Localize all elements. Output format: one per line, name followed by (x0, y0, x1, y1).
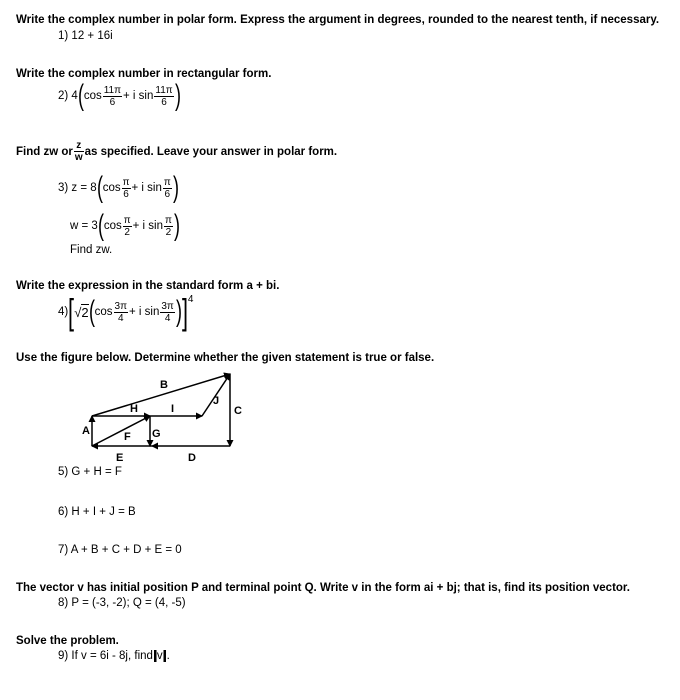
fraction: $\frac{\pi}{6}$ (122, 176, 130, 200)
problem-4: 4) [ √2 ( cos $\frac{3\pi}{4}$ + i sin $\frac{3\pi}{4}$ ) ] 4 (58, 291, 194, 332)
problem-2: 2) 4 ( cos $\frac{11\pi}{6}$ + i sin $\frac{11\pi}{6}$ ) (58, 79, 181, 112)
fraction: $\frac{\pi}{2}$ (123, 214, 131, 238)
label-C: C (234, 405, 242, 417)
exponent: 4 (187, 294, 194, 305)
fraction-z-over-w: $\frac{z}{w}$ (74, 140, 83, 163)
fraction: $\frac{3\pi}{4}$ (161, 300, 174, 324)
vector-figure (70, 368, 260, 468)
label-F: F (124, 431, 131, 443)
norm-v: v (154, 650, 166, 662)
problem-2-label: 2) 4 (58, 90, 78, 102)
instruction-polar-form: Write the complex number in polar form. Express the argument in degrees, rounded to the nearest tenth, if necessary. (16, 14, 660, 26)
label-I: I (171, 403, 175, 415)
instruction-solve: Solve the problem. (16, 635, 119, 647)
fraction: $\frac{3\pi}{4}$ (114, 300, 127, 324)
label-E: E (116, 452, 124, 464)
instruction-standard-form: Write the expression in the standard form a + bi. (16, 280, 280, 292)
fraction: $\frac{11\pi}{6}$ (103, 84, 122, 108)
vector-F (92, 416, 150, 446)
problem-6: 6) H + I + J = B (58, 506, 136, 518)
sqrt-symbol: √2 (74, 304, 89, 320)
problem-8: 8) P = (-3, -2); Q = (4, -5) (58, 597, 186, 609)
problem-3-w: w = 3 ( cos $\frac{\pi}{2}$ + i sin $\frac{\pi}{2}$ ) (70, 209, 180, 242)
instruction-figure: Use the figure below. Determine whether the given statement is true or false. (16, 352, 435, 364)
label-J: J (213, 395, 220, 407)
problem-9: 9) If v = 6i - 8j, find v . (58, 650, 170, 662)
label-D: D (188, 452, 196, 464)
problem-3-z: 3) z = 8 ( cos $\frac{\pi}{6}$ + i sin $\frac{\pi}{6}$ ) (58, 171, 179, 204)
label-H: H (130, 403, 138, 415)
problem-1: 1) 12 + 16i (58, 30, 113, 42)
label-A: A (82, 425, 90, 437)
problem-7: 7) A + B + C + D + E = 0 (58, 544, 182, 556)
fraction: $\frac{\pi}{2}$ (165, 214, 172, 238)
fraction: $\frac{\pi}{6}$ (163, 176, 171, 200)
problem-3-find: Find zw. (70, 244, 113, 256)
label-B: B (160, 379, 168, 391)
problem-5: 5) G + H = F (58, 466, 122, 478)
instruction-rectangular-form: Write the complex number in rectangular form. (16, 68, 272, 80)
fraction: $\frac{11\pi}{6}$ (155, 84, 173, 108)
instruction-find-zw: Find zw or $\frac{z}{w}$ as specified. Leave your answer in polar form. (16, 140, 338, 163)
label-G: G (152, 428, 161, 440)
instruction-vector: The vector v has initial position P and terminal point Q. Write v in the form ai + bj; that is, find its position vector. (16, 582, 630, 594)
